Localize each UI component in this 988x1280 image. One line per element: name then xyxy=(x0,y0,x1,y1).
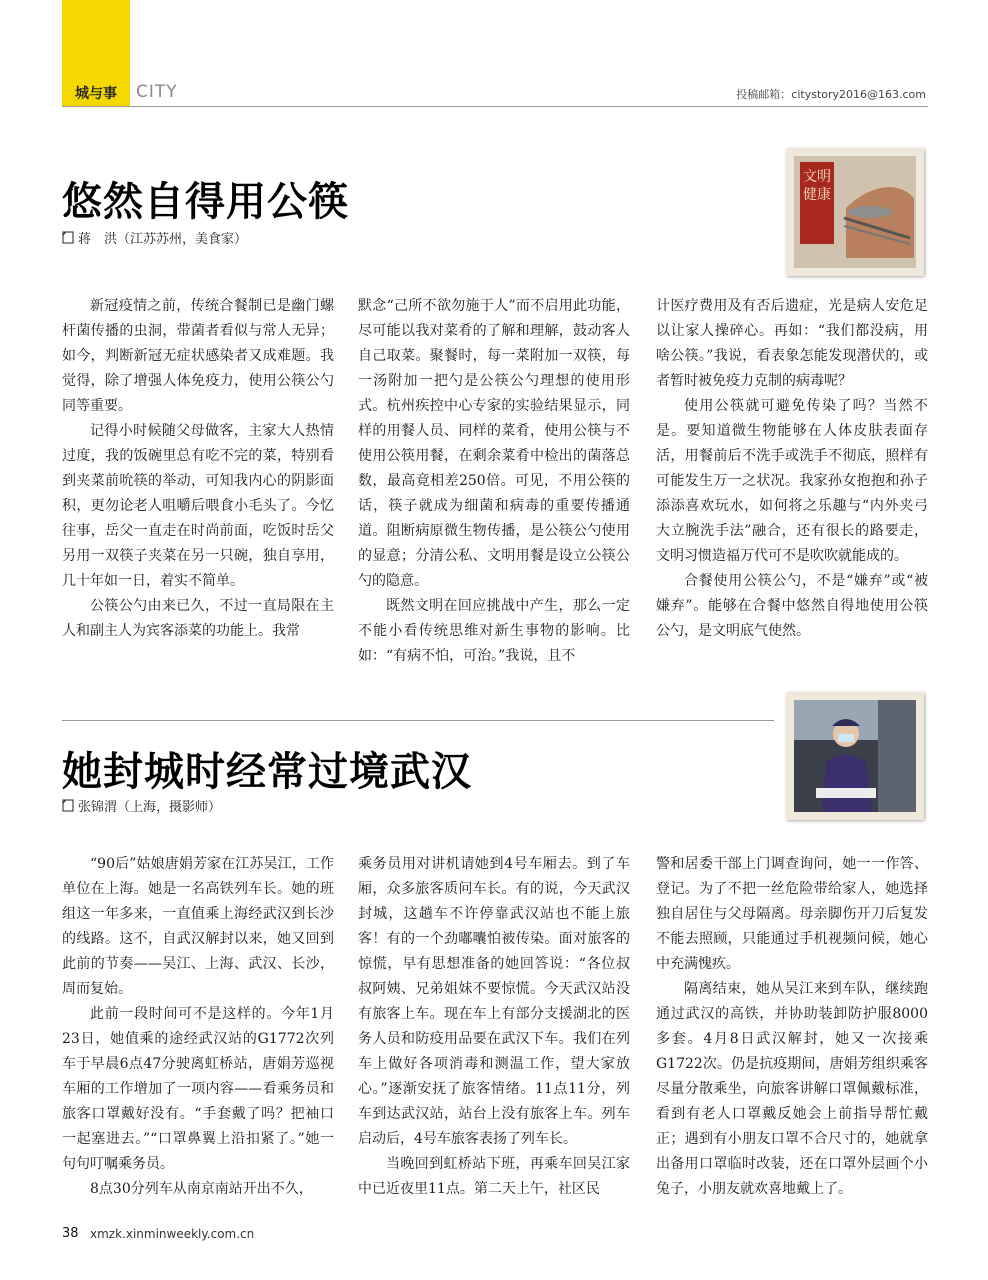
header-divider xyxy=(62,106,928,107)
paragraph: 记得小时候随父母做客，主家大人热情过度，我的饭碗里总有吃不完的菜，特别看到夹菜前吮筷的举动，可知我内心的阴影面积，更勿论老人咀嚼后喂食小毛头了。今忆往事，岳父一直走在时尚前面，吃饭时岳父另用一双筷子夹菜在另一只碗，独自享用，几十年如一日，着实不简单。 xyxy=(62,423,334,589)
paragraph: 警和居委干部上门调查询问，她一一作答、登记。为了不把一丝危险带给家人，她选择独自居住与父母隔离。母亲脚伤开刀后复发不能去照顾，只能通过手机视频问候，她心中充满愧疚。 xyxy=(656,856,928,972)
section-label-en: CITY xyxy=(136,82,178,102)
paragraph: 公筷公勺由来已久，不过一直局限在主人和副主人为宾客添菜的功能上。我常 xyxy=(62,598,334,639)
yellow-corner-tab xyxy=(62,0,130,80)
paragraph: 当晚回到虹桥站下班，再乘车回吴江家中已近夜里11点。第二天上午，社区民 xyxy=(358,1156,630,1197)
paragraph: 乘务员用对讲机请她到4号车厢去。到了车厢，众多旅客质问车长。有的说，今天武汉封城，这趟车不许停靠武汉站也不能上旅客！有的一个劲嘟囔怕被传染。面对旅客的惊慌，早有思想准备的她回答说：“各位叔叔阿姨、兄弟姐妹不要惊慌。今天武汉站没有旅客上车。现在车上有部分支援湖北的医务人员和防疫用品要在武汉下车。我们在列车上做好各项消毒和测温工作，望大家放心。”逐渐安抚了旅客情绪。11点11分，列车到达武汉站，站台上没有旅客上车。列车启动后，4号车旅客表扬了列车长。 xyxy=(358,856,630,1147)
stamp-text: 文明健康 xyxy=(803,169,831,203)
paragraph: 计医疗费用及有否后遗症，光是病人安危足以让家人操碎心。再如：“我们都没病，用啥公筷。”我说，看表象怎能发现潜伏的，或者暂时被免疫力克制的病毒呢？ xyxy=(656,298,928,389)
paragraph: 新冠疫情之前，传统合餐制已是幽门螺杆菌传播的虫洞，带菌者看似与常人无异；如今，判断新冠无症状感染者又成难题。我觉得，除了增强人体免疫力，使用公筷公勺同等重要。 xyxy=(62,298,334,414)
paragraph: 默念“己所不欲勿施于人”而不启用此功能，尽可能以我对菜肴的了解和理解，鼓动客人自己取菜。聚餐时，每一菜附加一双筷，每一汤附加一把勺是公筷公勺理想的使用形式。杭州疾控中心专家的实验结果显示，同样的用餐人员、同样的菜肴，使用公筷与不使用公筷用餐，在剩余菜肴中检出的菌落总数，最高竟相差250倍。可见，不用公筷的话，筷子就成为细菌和病毒的重要传播通道。阻断病原微生物传播，是公筷公勺使用的显意；分清公私、文明用餐是设立公筷公勺的隐意。 xyxy=(358,298,630,589)
article-photo-conductor xyxy=(786,692,924,820)
paragraph: 隔离结束，她从吴江来到车队，继续跑通过武汉的高铁，并协助装卸防护服8000多套。4月8日武汉解封，她又一次接乘G1722次。仍是抗疫期间，唐娟芳组织乘客尽量分散乘坐，向旅客讲解口罩佩戴标准，看到有老人口罩戴反她会上前指导帮忙戴正；遇到有小朋友口罩不合尺寸的，她就拿出备用口罩临时改装，还在口罩外层画个小兔子，小朋友就欢喜地戴上了。 xyxy=(656,981,928,1197)
article-column-3 xyxy=(656,294,928,644)
paragraph: 既然文明在回应挑战中产生，那么一定不能小看传统思维对新生事物的影响。比如：“有病不怕，可治。”我说，且不 xyxy=(358,598,630,664)
article-column-1 xyxy=(62,294,334,644)
pen-icon xyxy=(62,799,74,812)
article-title: 她封城时经常过境武汉 xyxy=(62,749,472,795)
paragraph: 此前一段时间可不是这样的。今年1月23日，她值乘的途经武汉站的G1772次列车于早晨6点47分驶离虹桥站，唐娟芳巡视车厢的工作增加了一项内容——看乘务员和旅客口罩戴好没有。“手套戴了吗？把袖口一起塞进去。”“口罩鼻翼上沿扣紧了。”她一句句叮嘱乘务员。 xyxy=(62,1006,334,1172)
article-column-2 xyxy=(358,294,630,669)
article-column-1 xyxy=(62,852,334,1202)
footer-url: xmzk.xinminweekly.com.cn xyxy=(90,1227,255,1241)
article-column-3 xyxy=(656,852,928,1202)
paragraph: 合餐使用公筷公勺，不是“嫌弃”或“被嫌弃”。能够在合餐中悠然自得地使用公筷公勺，是文明底气使然。 xyxy=(656,573,928,639)
paragraph: 使用公筷就可避免传染了吗？当然不是。要知道微生物能够在人体皮肤表面存活，用餐前后不洗手或洗手不彻底，照样有可能发生万一之状况。我家孙女抱抱和孙子添添喜欢玩水，如何将之乐趣与“内外夹弓大立腕洗手法”融合，还有很长的路要走，文明习惯造福万代可不是吹吹就能成的。 xyxy=(656,398,928,564)
byline-text: 张锦渭（上海，摄影师） xyxy=(78,800,222,815)
section-label: 城与事 xyxy=(62,80,130,106)
article-byline xyxy=(62,228,247,247)
article-title: 悠然自得用公筷 xyxy=(62,179,349,225)
article-byline xyxy=(62,796,221,815)
submission-email: 投稿邮箱：citystory2016@163.com xyxy=(736,88,926,101)
paragraph: “90后”姑娘唐娟芳家在江苏吴江，工作单位在上海。她是一名高铁列车长。她的班组这一年多来，一直值乘上海经武汉到长沙的线路。这不，自武汉解封以来，她又回到此前的节奏——吴江、上海、武汉、长沙，周而复始。 xyxy=(62,856,334,997)
pen-icon xyxy=(62,231,74,244)
byline-text: 蒋 洪（江苏苏州，美食家） xyxy=(78,232,248,247)
article-divider xyxy=(62,720,774,721)
page-number: 38 xyxy=(62,1226,79,1241)
article-photo-stamp xyxy=(786,148,924,276)
article-column-2 xyxy=(358,852,630,1202)
paragraph: 8点30分列车从南京南站开出不久， xyxy=(90,1181,313,1197)
